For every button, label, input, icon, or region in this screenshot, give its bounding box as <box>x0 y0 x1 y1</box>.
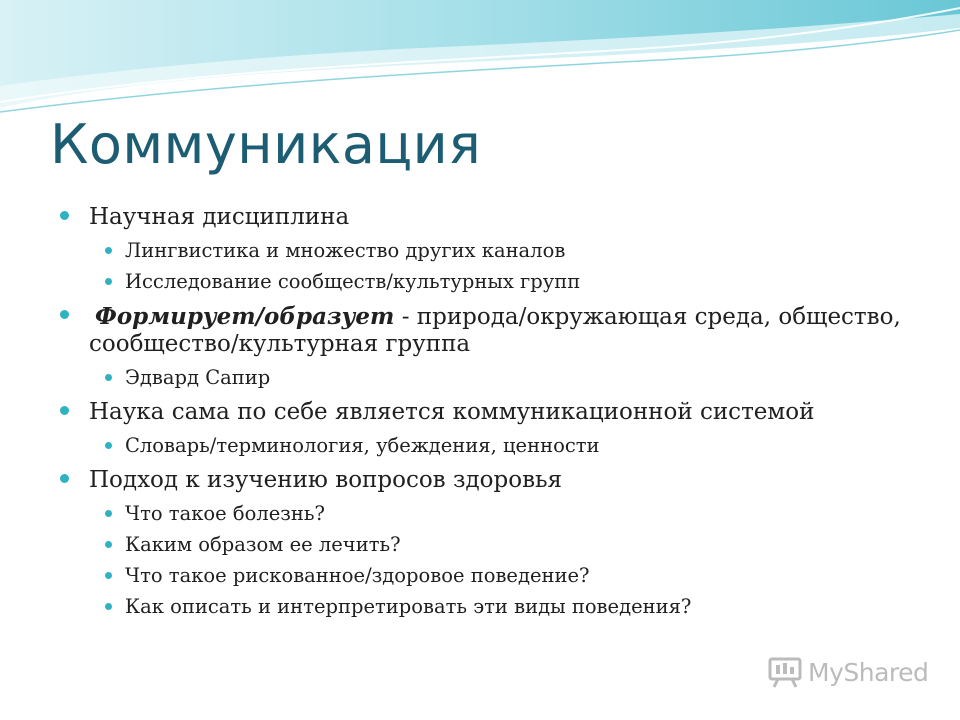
sub-bullet-text: Словарь/терминология, убеждения, ценности <box>125 434 600 457</box>
bullet-dot-icon <box>105 374 112 381</box>
bullet-item <box>58 399 918 461</box>
bullet-dot-icon <box>105 510 112 517</box>
bullet-dot-icon <box>105 442 112 449</box>
sub-bullet-item <box>89 362 918 393</box>
presentation-board-icon <box>768 656 802 688</box>
bullet-list <box>58 204 918 622</box>
watermark-text: MyShared <box>808 657 929 687</box>
sub-bullet-item <box>89 591 918 622</box>
bullet-dot-icon <box>105 572 112 579</box>
bullet-dot-icon <box>60 406 69 415</box>
myshared-watermark <box>768 656 928 688</box>
header-wave-decoration <box>0 0 960 130</box>
bullet-dot-icon <box>60 310 69 319</box>
bullet-text: Подход к изучению вопросов здоровья <box>89 467 563 493</box>
bullet-dot-icon <box>105 541 112 548</box>
bullet-text: Научная дисциплина <box>89 204 350 230</box>
bullet-dot-icon <box>105 247 112 254</box>
bullet-dot-icon <box>105 278 112 285</box>
slide-title: Коммуникация <box>50 113 482 176</box>
bullet-text: - природа/окружающая среда, общество, сообщество/культурная группа <box>89 304 901 357</box>
bullet-dot-icon <box>60 474 69 483</box>
sub-bullet-text: Что такое болезнь? <box>125 502 325 525</box>
sub-bullet-item <box>89 529 918 560</box>
sub-bullet-text: Исследование сообществ/культурных групп <box>125 270 581 293</box>
sub-bullet-text: Лингвистика и множество других каналов <box>125 239 566 262</box>
sub-bullet-text: Как описать и интерпретировать эти виды поведения? <box>125 595 692 618</box>
sub-bullet-item <box>89 235 918 266</box>
sub-bullet-text: Что такое рискованное/здоровое поведение? <box>125 564 590 587</box>
bullet-dot-icon <box>105 603 112 610</box>
sub-bullet-text: Эдвард Сапир <box>125 366 271 389</box>
sub-bullet-item <box>89 266 918 297</box>
bullet-emphasis-text: Формирует/образует <box>95 303 395 330</box>
bullet-item <box>58 303 918 393</box>
bullet-text: Наука сама по себе является коммуникационной системой <box>89 399 815 425</box>
sub-bullet-item <box>89 560 918 591</box>
bullet-dot-icon <box>60 211 69 220</box>
sub-bullet-text: Каким образом ее лечить? <box>125 533 401 556</box>
bullet-item <box>58 204 918 297</box>
sub-bullet-item <box>89 430 918 461</box>
sub-bullet-item <box>89 498 918 529</box>
bullet-item <box>58 467 918 622</box>
